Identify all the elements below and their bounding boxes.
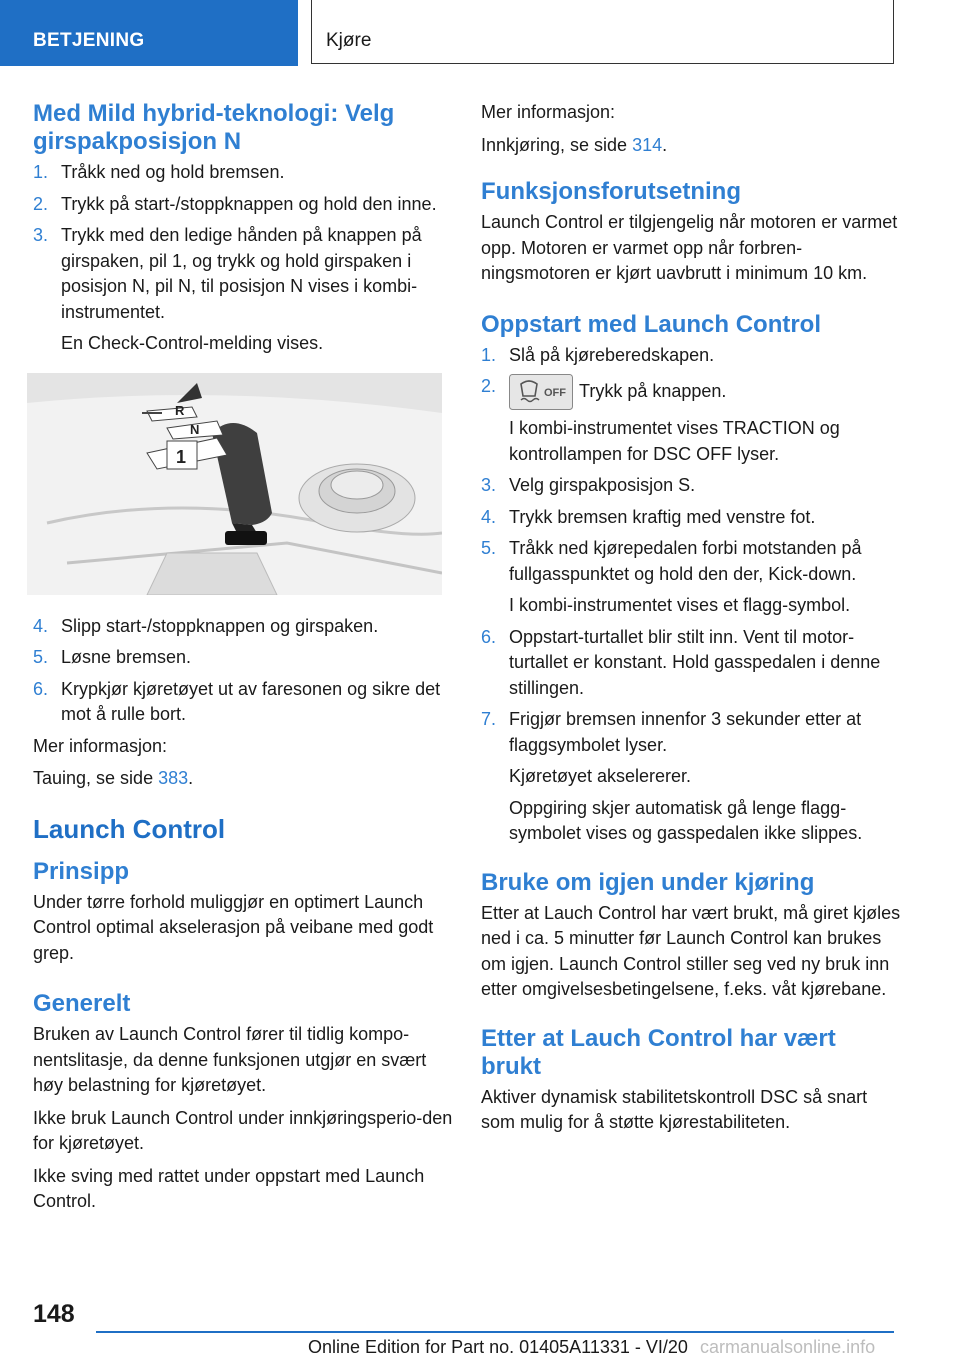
heading-funksjonsforutsetning: Funksjonsforutsetning [481,178,741,205]
generelt-text-2: Ikke bruk Launch Control under innkjøringsperio-den for kjøretøyet. [33,1107,453,1153]
step-number: 2. [33,193,49,214]
step-text: Tråkk ned og hold bremsen. [61,162,285,182]
step-text: Trykk med den ledige hånden på knappen på girspaken, pil 1, og trykk og hold girspaken i posisjon N, pil N, til posisjon N vises i kombi-instrumentet. [61,225,422,322]
step-text: Løsne bremsen. [61,647,192,667]
heading-etter-launch: Etter at Lauch Control har vært brukt [481,1024,836,1080]
heading-oppstart: Oppstart med Launch Control [481,310,822,338]
chapter-tab [311,0,894,64]
section-title: BETJENING [33,30,145,51]
arrow-label-r: R [175,402,185,418]
heading-prinsipp: Prinsipp [33,857,130,885]
step-text: Frigjør bremsen innenfor 3 sekunder etter at flaggsymbolet lyser. [509,709,862,755]
step-note: Kjøretøyet akselererer. [509,766,692,786]
innkjoring-page-link[interactable]: 314 [632,134,663,155]
watermark: carmanualsonline.info [700,1337,876,1357]
list-item [33,614,453,640]
off-label: OFF [544,387,566,399]
step-note: En Check-Control-melding vises. [61,333,324,353]
step-number: 6. [481,626,497,647]
step-text: Krypkjør kjøretøyet ut av faresonen og sikre det mot å rulle bort. [61,678,441,724]
heading-launch-control: Launch Control [33,813,226,844]
chapter-title: Kjøre [326,30,372,51]
list-item [33,677,453,728]
more-info-label: Mer informasjon: [33,735,168,756]
heading-mild-hybrid: Med Mild hybrid-teknologi: Velg girspakposisjon N [33,100,395,155]
footer-divider [96,1331,894,1333]
steps-list-oppstart [481,343,901,847]
gear-lever-illustration [27,373,442,595]
step-number: 7. [481,709,497,729]
step-number: 3. [481,475,497,495]
generelt-text-3: Ikke sving med rattet under oppstart med Launch Control. [33,1165,425,1211]
prinsipp-text: Under tørre forhold muliggjør en optimert Launch Control optimal akselerasjon på veibane med godt grep. [33,891,434,963]
right-column [481,100,901,1143]
list-item [481,374,901,467]
etter-launch-text: Aktiver dynamisk stabilitetskontroll DSC så snart som mulig for å støtte kjørestabiliteten. [481,1086,868,1132]
tow-reference: Tauing, se side 383. [33,768,194,788]
list-item [481,343,901,369]
arrow-label-1: 1 [176,446,187,467]
step-text: Velg girspakposisjon S. [509,475,696,495]
steps-list-mild-hybrid [33,160,453,357]
list-item [481,473,901,499]
bruke-om-igjen-text: Etter at Lauch Control har vært brukt, må giret kjøles ned i ca. 5 minutter før Launch Control kan brukes om igjen. Launch Control stiller seg ved ny bruk inn etter omgivelsesbetingelsene, f.eks. våt kjørebane. [481,902,901,999]
generelt-text-1: Bruken av Launch Control fører til tidlig kompo-nentslitasje, da denne funksjonen utgjør en svært høy belastning for kjøretøyet. [33,1024,427,1095]
step-text: Slå på kjøreberedskapen. [509,344,715,365]
tow-page-link[interactable]: 383 [158,768,189,788]
left-column [33,100,453,1222]
step-text: Slipp start-/stoppknappen og girspaken. [61,615,379,636]
heading-bruke-om-igjen: Bruke om igjen under kjøring [481,868,815,896]
step-number: 2. [481,376,497,396]
list-item [33,192,453,218]
step-number: 1. [33,162,49,182]
step-text: Tråkk ned kjørepedalen forbi motstanden på fullgasspunktet og hold den der, Kick-down. [509,538,862,584]
step-number: 4. [481,506,497,527]
step-number: 6. [33,678,49,699]
step-note: Oppgiring skjer automatisk gå lenge flagg-symbolet vises og gasspedalen ikke slippes. [509,797,863,843]
list-item [481,536,901,619]
steps-list-continue [33,614,453,728]
innkjoring-reference: Innkjøring, se side 314. [481,134,668,155]
list-item [481,505,901,531]
arrow-label-n: N [190,421,200,437]
list-item [33,223,453,357]
step-number: 4. [33,615,49,636]
step-number: 5. [33,647,49,667]
dsc-off-button-icon [509,374,573,410]
list-item [33,645,453,671]
list-item [481,625,901,702]
step-note: I kombi-instrumentet vises et flagg-symbol. [509,595,851,615]
funksjonsforutsetning-text: Launch Control er tilgjengelig når motoren er varmet opp. Motoren er varmet opp når forbren-ningsmotoren er kjørt uavbrutt i minimum 10 km. [481,212,898,283]
step-note: I kombi-instrumentet vises TRACTION og kontrollampen for DSC OFF lyser. [509,418,840,464]
list-item [481,707,901,847]
step-number: 5. [481,538,497,558]
step-number: 1. [481,344,497,365]
edition-text: Online Edition for Part no. 01405A11331 - VI/20 [308,1337,688,1357]
step-text: Trykk på knappen. [579,380,727,401]
list-item [33,160,453,186]
more-info-label: Mer informasjon: [481,102,616,122]
step-text: Trykk på start-/stoppknappen og hold den inne. [61,193,437,214]
section-tab [0,0,298,66]
heading-generelt: Generelt [33,990,131,1017]
step-text: Trykk bremsen kraftig med venstre fot. [509,506,816,527]
page-number: 148 [33,1300,75,1328]
step-number: 3. [33,225,49,245]
step-text: Oppstart-turtallet blir stilt inn. Vent til motor-turtallet er konstant. Hold gasspedalen i denne stillingen. [509,626,881,698]
